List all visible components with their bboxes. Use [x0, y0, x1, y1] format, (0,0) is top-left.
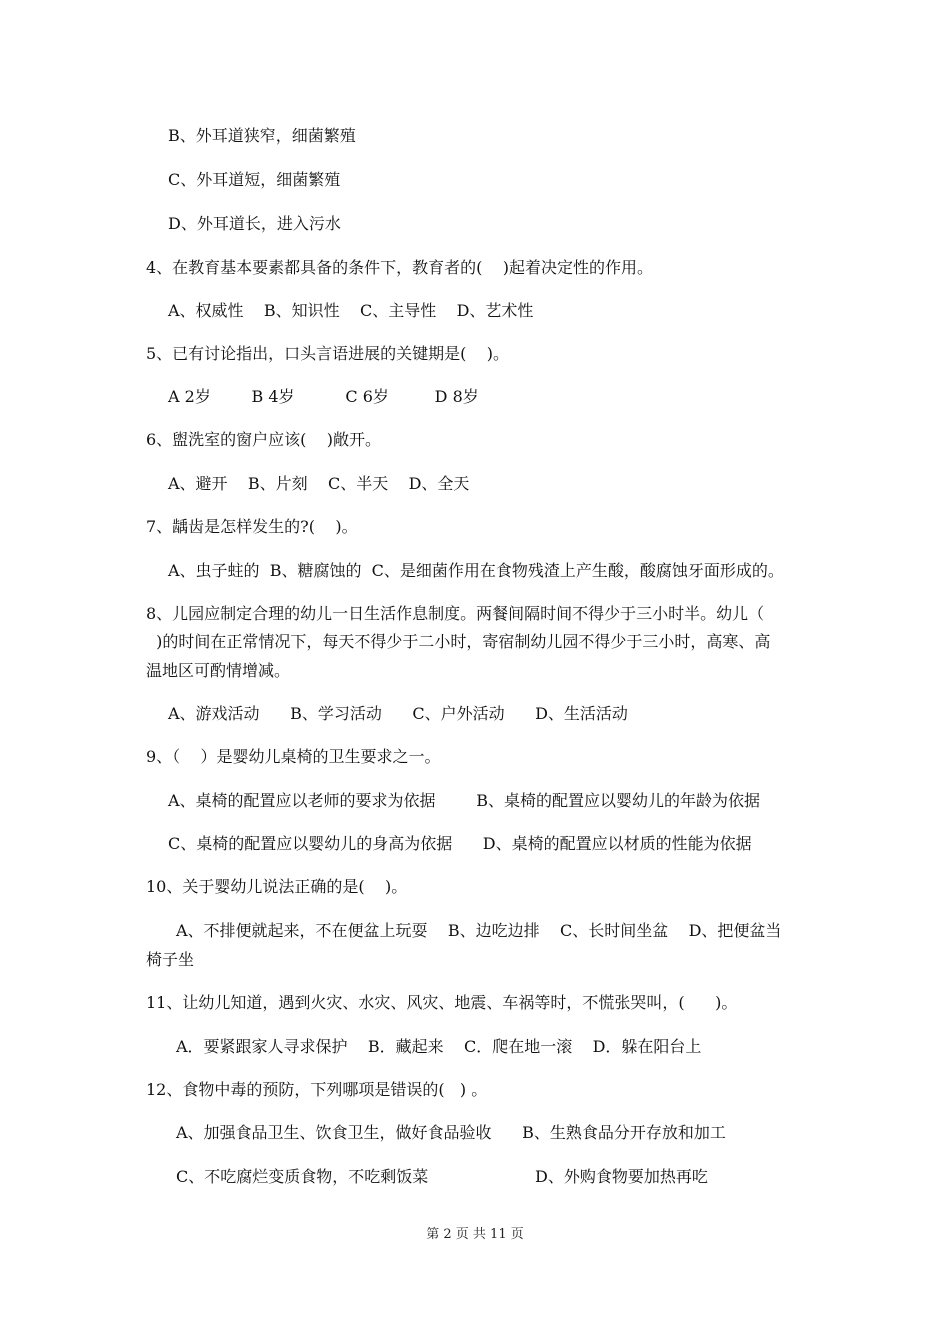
q7-stem: 7、龋齿是怎样发生的?( )。 — [146, 517, 358, 536]
q5-stem: 5、已有讨论指出，口头言语进展的关键期是( )。 — [146, 344, 510, 363]
q4-options: A、权威性 B、知识性 C、主导性 D、艺术性 — [168, 301, 534, 320]
q10-options-line2: 椅子坐 — [146, 950, 195, 969]
q12-stem: 12、食物中毒的预防，下列哪项是错误的( ) 。 — [146, 1080, 488, 1099]
q7-options: A、虫子蛀的 B、糖腐蚀的 C、是细菌作用在食物残渣上产生酸，酸腐蚀牙面形成的。 — [168, 561, 784, 580]
q9-options-line2: C、桌椅的配置应以婴幼儿的身高为依据 D、桌椅的配置应以材质的性能为依据 — [168, 834, 752, 853]
q3-option-c: C、外耳道短，细菌繁殖 — [168, 170, 341, 189]
page-number-footer: 第 2 页 共 11 页 — [426, 1227, 524, 1242]
q9-options-line1: A、桌椅的配置应以老师的要求为依据 B、桌椅的配置应以婴幼儿的年龄为依据 — [168, 791, 761, 810]
q6-stem: 6、盥洗室的窗户应该( )敞开。 — [146, 430, 382, 449]
q3-option-d: D、外耳道长，进入污水 — [168, 214, 341, 233]
q12-options-line2: C、不吃腐烂变质食物，不吃剩饭菜 D、外购食物要加热再吃 — [176, 1167, 708, 1186]
q10-options-line1: A、不排便就起来，不在便盆上玩耍 B、边吃边排 C、长时间坐盆 D、把便盆当 — [176, 921, 782, 940]
q11-stem: 11、让幼儿知道，遇到火灾、水灾、风灾、地震、车祸等时，不慌张哭叫，( )。 — [146, 993, 738, 1012]
q12-options-line1: A、加强食品卫生、饮食卫生，做好食品验收 B、生熟食品分开存放和加工 — [176, 1123, 726, 1142]
q10-stem: 10、关于婴幼儿说法正确的是( )。 — [146, 877, 408, 896]
q8-stem-line1: 8、儿园应制定合理的幼儿一日生活作息制度。两餐间隔时间不得少于三小时半。幼儿（ — [146, 604, 765, 623]
q8-stem-line2: )的时间在正常情况下，每天不得少于二小时，寄宿制幼儿园不得少于三小时，高寒、高 — [146, 632, 771, 651]
q5-options: A 2岁 B 4岁 C 6岁 D 8岁 — [168, 387, 479, 406]
q8-stem-line3: 温地区可酌情增减。 — [146, 661, 291, 680]
q6-options: A、避开 B、片刻 C、半天 D、全天 — [168, 474, 470, 493]
q9-stem: 9、（ ）是婴幼儿桌椅的卫生要求之一。 — [146, 747, 441, 766]
q11-options: A．要紧跟家人寻求保护 B．藏起来 C．爬在地一滚 D．躲在阳台上 — [176, 1037, 702, 1056]
q8-options: A、游戏活动 B、学习活动 C、户外活动 D、生活活动 — [168, 704, 628, 723]
q4-stem: 4、在教育基本要素都具备的条件下，教育者的( )起着决定性的作用。 — [146, 258, 654, 277]
q3-option-b: B、外耳道狭窄，细菌繁殖 — [168, 126, 356, 145]
